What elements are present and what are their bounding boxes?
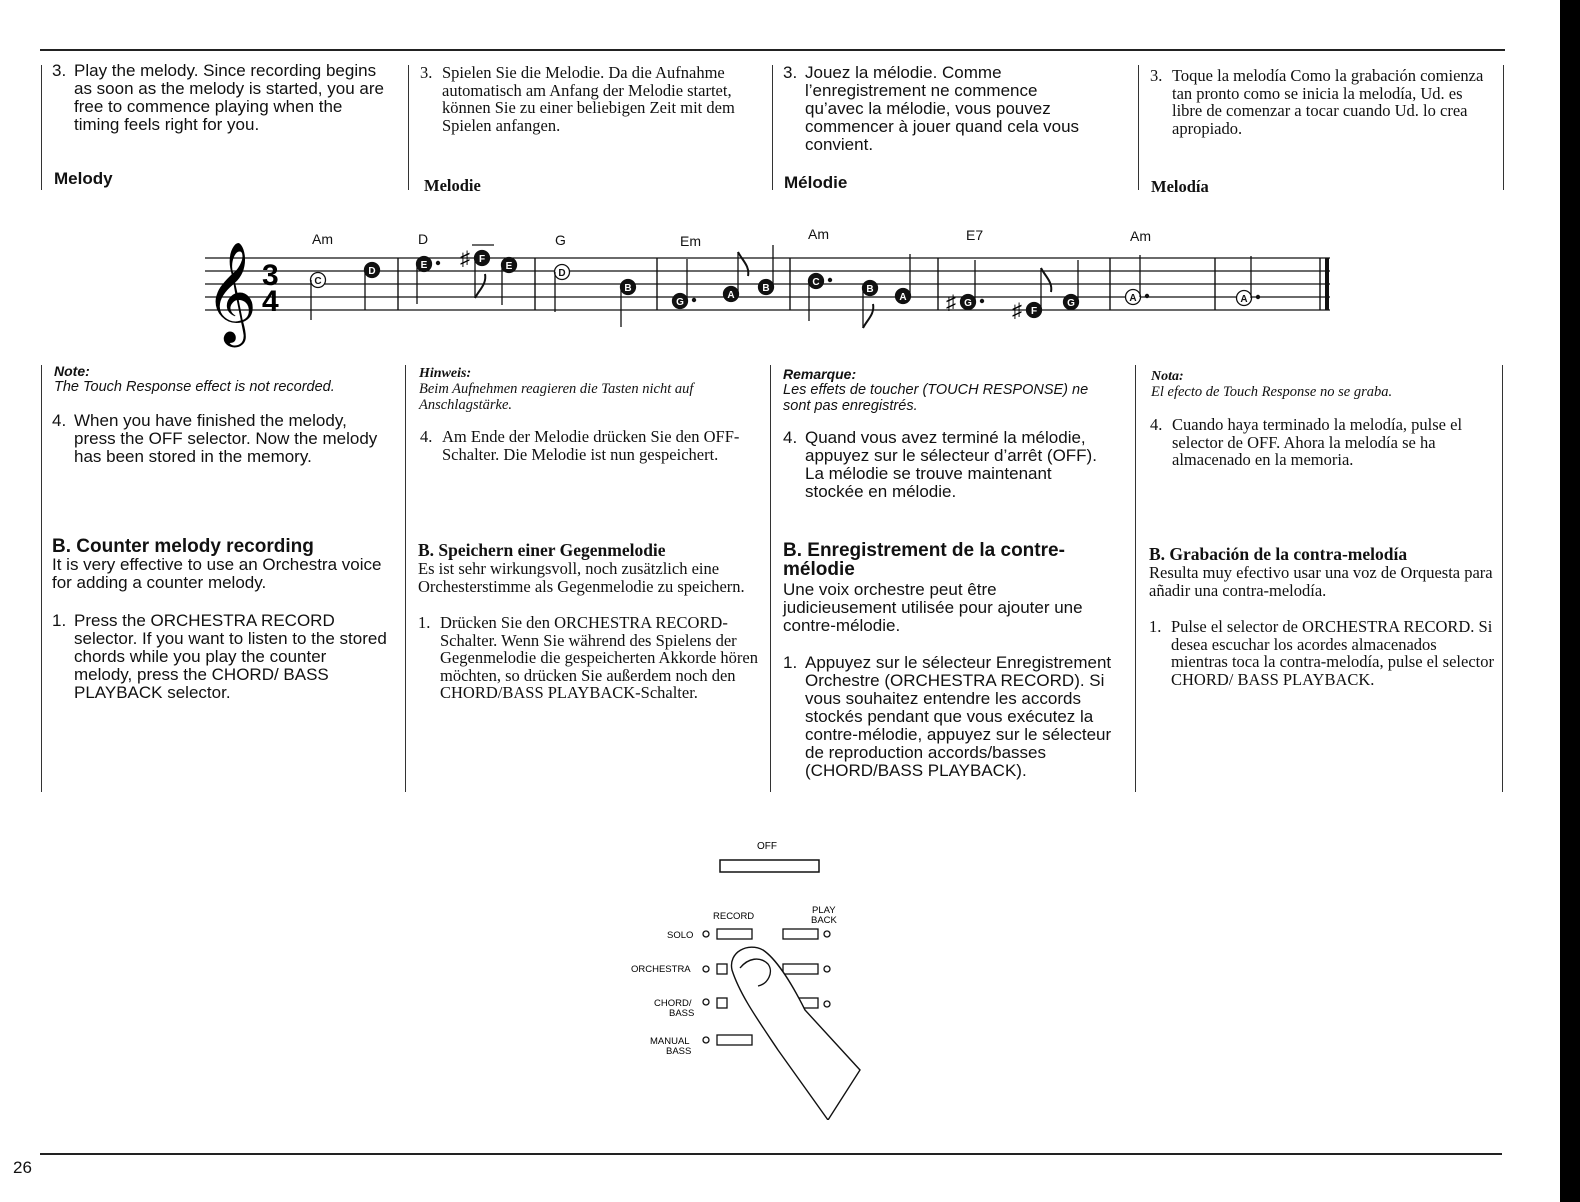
step-text: Spielen Sie die Melodie. Da die Aufnahme automatisch am Anfang der Melodie startet, können Sie zu einer beliebigen Zeit mit dem Spielen anfangen. bbox=[442, 63, 735, 135]
melody-note bbox=[555, 265, 570, 313]
column-divider bbox=[1135, 365, 1136, 792]
melody-note bbox=[863, 281, 878, 329]
chord-symbol: Am bbox=[808, 226, 829, 242]
section-b-title: B. Counter melody recording bbox=[52, 536, 314, 557]
indicator-lamp bbox=[824, 1001, 830, 1007]
melody-note bbox=[896, 254, 911, 304]
note-dot bbox=[692, 298, 696, 302]
solo-playback-button bbox=[783, 929, 818, 939]
step-number: 4. bbox=[52, 411, 67, 430]
indicator-lamp bbox=[824, 966, 830, 972]
note-letter: C bbox=[812, 277, 820, 288]
orchestra-playback-button bbox=[783, 964, 818, 974]
note-letter: A bbox=[727, 290, 735, 301]
section-b-title: B. Enregistrement de la contre-mélodie bbox=[783, 540, 1065, 580]
chord-symbol: E7 bbox=[966, 227, 984, 243]
section-b-intro: Es ist sehr wirkungsvoll, noch zusätzlich eine Orchesterstimme als Gegenmelodie zu speichern. bbox=[418, 559, 745, 596]
melody-note bbox=[460, 248, 490, 298]
chord-symbol: G bbox=[555, 232, 566, 248]
indicator-lamp bbox=[703, 1037, 709, 1043]
indicator-lamp bbox=[703, 966, 709, 972]
sharp-icon: ♯ bbox=[1012, 300, 1022, 322]
note-title: Note: bbox=[54, 363, 90, 379]
french-melody-heading: Mélodie bbox=[784, 173, 848, 192]
note-text: El efecto de Touch Response no se graba. bbox=[1151, 384, 1393, 400]
chord-symbol: Am bbox=[312, 231, 333, 247]
note-letter: A bbox=[899, 292, 907, 303]
note-flag bbox=[863, 304, 873, 328]
column-divider bbox=[770, 365, 771, 792]
step-number: 1. bbox=[1149, 617, 1162, 636]
note-letter: C bbox=[314, 276, 322, 287]
melody-note bbox=[311, 273, 326, 321]
step-text: Play the melody. Since recording begins as soon as the melody is started, you are free to commence playing when the timing feels right for you. bbox=[74, 61, 384, 134]
time-sig-bottom: 4 bbox=[262, 285, 279, 318]
playback-label: BACK bbox=[811, 915, 837, 926]
note-dot bbox=[828, 278, 832, 282]
english-melody-heading: Melody bbox=[54, 169, 113, 188]
melody-note bbox=[1126, 255, 1150, 305]
step-text: Pulse el selector de ORCHESTRA RECORD. Si desea escuchar los acordes almacenados mientras toca la contra-melodía, pulse el selector CHORD/ BASS PLAYBACK. bbox=[1171, 617, 1494, 689]
note-letter: F bbox=[1030, 306, 1038, 317]
melody-note bbox=[365, 263, 380, 311]
step-number: 3. bbox=[420, 63, 433, 82]
note-dot bbox=[980, 299, 984, 303]
treble-clef-icon: 𝄞 bbox=[205, 242, 258, 341]
step-number: 1. bbox=[783, 653, 798, 672]
selector-panel-illustration bbox=[600, 830, 900, 1120]
column-divider bbox=[405, 365, 406, 792]
note-text: Beim Aufnehmen reagieren die Tasten nicht auf Anschlagstärke. bbox=[419, 381, 694, 413]
sharp-icon: ♯ bbox=[460, 248, 470, 270]
note-title: Remarque: bbox=[783, 366, 857, 382]
section-b-intro: Une voix orchestre peut être judicieusement utilisée pour ajouter une contre-mélodie. bbox=[783, 580, 1083, 635]
step-text: When you have finished the melody, press the OFF selector. Now the melody has been stored in the memory. bbox=[74, 411, 378, 466]
step-number: 3. bbox=[1150, 66, 1163, 85]
step-text: Am Ende der Melodie drücken Sie den OFF-Schalter. Die Melodie ist nun gespeichert. bbox=[442, 427, 740, 464]
note-flag bbox=[738, 252, 748, 276]
off-selector bbox=[720, 860, 819, 872]
melody-note bbox=[1064, 260, 1079, 310]
french-step4 bbox=[783, 429, 1113, 501]
german-note bbox=[419, 366, 759, 413]
manual-bass-record-button bbox=[717, 1035, 752, 1045]
note-letter: D bbox=[368, 266, 376, 277]
melody-note bbox=[1012, 268, 1051, 322]
melody-note bbox=[946, 260, 984, 314]
step-text: Toque la melodía Como la grabación comienza tan pronto como se inicia la melodía, Ud. es libre de comenzar a tocar cuando Ud. lo crea apropiado. bbox=[1172, 66, 1484, 138]
melody-note bbox=[621, 280, 636, 328]
melody-note bbox=[1237, 256, 1261, 306]
indicator-lamp bbox=[703, 999, 709, 1005]
german-section-b bbox=[418, 541, 758, 702]
note-letter: A bbox=[1240, 294, 1248, 305]
step-text: Quand vous avez terminé la mélodie, appuyez sur le sélecteur d’arrêt (OFF). La mélodie se trouve maintenant stockée en mélodie. bbox=[805, 428, 1097, 501]
note-letter: A bbox=[1129, 293, 1137, 304]
note-dot bbox=[1145, 294, 1149, 298]
step-number: 1. bbox=[52, 611, 67, 630]
row-label: MANUAL bbox=[650, 1036, 690, 1047]
note-title: Nota: bbox=[1151, 369, 1184, 384]
column-divider bbox=[41, 365, 42, 792]
step-number: 4. bbox=[783, 428, 798, 447]
time-sig-top: 3 bbox=[262, 259, 279, 292]
indicator-lamp bbox=[824, 931, 830, 937]
english-note bbox=[54, 364, 384, 395]
row-label: CHORD/ bbox=[654, 998, 692, 1009]
melody-score bbox=[0, 0, 1580, 360]
spanish-section-b bbox=[1149, 545, 1494, 688]
step-number: 3. bbox=[52, 61, 67, 80]
french-section-b bbox=[783, 541, 1113, 780]
english-section-b bbox=[52, 537, 387, 702]
note-text: The Touch Response effect is not recorded. bbox=[54, 379, 335, 395]
note-letter: G bbox=[964, 298, 972, 309]
step-number: 1. bbox=[418, 613, 431, 632]
chord-bass-record-button bbox=[717, 998, 727, 1008]
spanish-note bbox=[1151, 369, 1491, 400]
step-text: Jouez la mélodie. Comme l’enregistrement ne commence qu’avec la mélodie, vous pouvez commencer à jouer quand cela vous convient. bbox=[805, 63, 1080, 154]
melody-note bbox=[759, 245, 774, 295]
step-text: Cuando haya terminado la melodía, pulse el selector de OFF. Ahora la melodía se ha almacenado en la memoria. bbox=[1172, 415, 1463, 469]
note-letter: D bbox=[558, 268, 566, 279]
spanish-step4 bbox=[1150, 416, 1490, 469]
chord-symbol: Am bbox=[1130, 228, 1151, 244]
step-number: 4. bbox=[1150, 415, 1163, 434]
melody-note bbox=[724, 252, 749, 302]
english-step4 bbox=[52, 412, 382, 466]
note-text: Les effets de toucher (TOUCH RESPONSE) ne sont pas enregistrés. bbox=[783, 382, 1089, 414]
column-divider bbox=[1502, 365, 1503, 792]
row-label: BASS bbox=[666, 1046, 692, 1057]
page-number: 26 bbox=[13, 1158, 32, 1177]
step-number: 4. bbox=[420, 427, 433, 446]
section-b-title: B. Speichern einer Gegenmelodie bbox=[418, 540, 666, 560]
chord-symbol: Em bbox=[680, 233, 701, 249]
sharp-icon: ♯ bbox=[946, 292, 956, 314]
german-step4 bbox=[420, 428, 755, 463]
note-title: Hinweis: bbox=[419, 366, 472, 381]
note-letter: E bbox=[420, 260, 428, 271]
row-label: SOLO bbox=[667, 930, 694, 941]
section-b-title: B. Grabación de la contra-melodía bbox=[1149, 544, 1408, 564]
section-b-intro: Resulta muy efectivo usar una voz de Orquesta para añadir una contra-melodía. bbox=[1149, 563, 1493, 600]
section-b-intro: It is very effective to use an Orchestra voice for adding a counter melody. bbox=[52, 555, 382, 592]
indicator-lamp bbox=[703, 931, 709, 937]
finger-icon bbox=[731, 947, 860, 1120]
record-label: RECORD bbox=[713, 911, 755, 922]
melody-note bbox=[502, 258, 517, 306]
note-dot bbox=[1256, 295, 1260, 299]
note-letter: G bbox=[676, 297, 684, 308]
note-dot bbox=[436, 261, 440, 265]
row-label: ORCHESTRA bbox=[631, 964, 691, 975]
step-text: Press the ORCHESTRA RECORD selector. If you want to listen to the stored chords while you play the counter melody, press the CHORD/ BASS PLAYBACK selector. bbox=[74, 611, 387, 702]
chord-symbol: D bbox=[418, 231, 429, 247]
note-letter: E bbox=[505, 261, 513, 272]
step-text: Appuyez sur le sélecteur Enregistrement Orchestre (ORCHESTRA RECORD). Si vous souhaitez entendre les accords stockés pendant que vous exécutez la contre-mélodie, appuyez sur le sélecteur de reproduction accords/basses (CHORD/BASS PLAYBACK). bbox=[805, 653, 1112, 780]
note-letter: B bbox=[624, 283, 632, 294]
off-label: OFF bbox=[757, 841, 777, 852]
note-letter: G bbox=[1067, 298, 1075, 309]
step-text: Drücken Sie den ORCHESTRA RECORD-Schalter. Wenn Sie während des Spielens der Gegenmelodie die gespeicherten Akkorde hören möchten, so drücken Sie außerdem noch den CHORD/BASS PLAYBACK-Schalter. bbox=[440, 613, 758, 702]
solo-record-button bbox=[717, 929, 752, 939]
orchestra-record-button bbox=[717, 964, 727, 974]
german-melody-heading: Melodie bbox=[424, 176, 481, 195]
bottom-rule bbox=[40, 1153, 1502, 1155]
note-flag bbox=[475, 274, 485, 298]
spanish-melody-heading: Melodía bbox=[1151, 177, 1209, 196]
step-number: 3. bbox=[783, 63, 798, 82]
note-letter: F bbox=[478, 254, 486, 265]
note-letter: B bbox=[762, 283, 770, 294]
playback-label: PLAY bbox=[812, 905, 836, 916]
french-note bbox=[783, 367, 1108, 414]
note-letter: B bbox=[866, 284, 874, 295]
row-label: BASS bbox=[669, 1008, 695, 1019]
